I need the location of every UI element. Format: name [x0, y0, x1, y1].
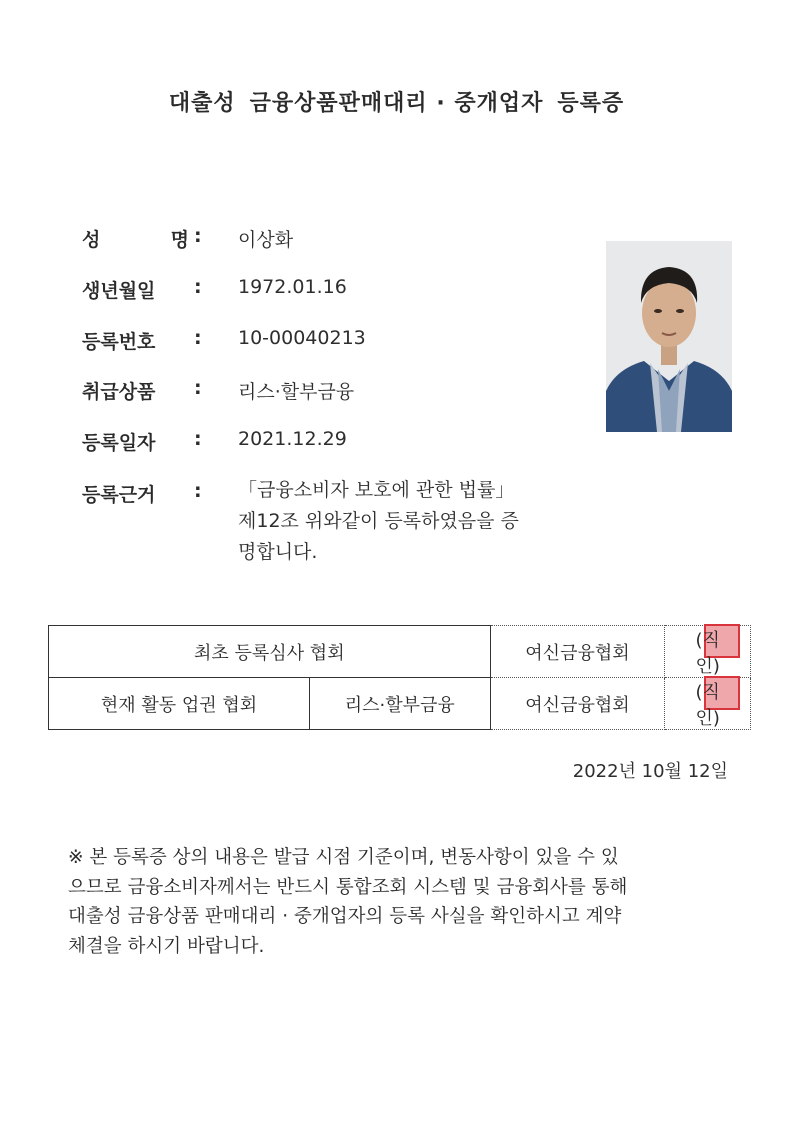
- field-birth-label: [82, 276, 194, 303]
- basis-label: 등록근거: [82, 484, 156, 506]
- field-product-value: 리스·할부금융: [238, 381, 355, 403]
- field-name-value: 이상화: [238, 229, 294, 251]
- colon: :: [194, 276, 202, 298]
- id-photo: [606, 241, 732, 432]
- field-reg-date-label: [82, 428, 194, 455]
- field-reg-no-label: [82, 327, 194, 354]
- colon: :: [194, 327, 202, 349]
- current-sector-label: 현재 활동 업권 협회: [49, 678, 310, 730]
- first-review-label: 최초 등록심사 협회: [49, 626, 491, 678]
- field-birth-value: 1972.01.16: [238, 276, 347, 298]
- table-row: [49, 678, 751, 730]
- field-product-label: [82, 377, 194, 404]
- reg-no-label: 등록번호: [82, 331, 156, 353]
- field-reg-no: [82, 327, 366, 354]
- field-basis: [82, 480, 578, 568]
- title-part3: 등록증: [557, 91, 625, 116]
- association-table: [48, 625, 751, 730]
- seal-text: (직인): [695, 630, 720, 677]
- field-name: [82, 225, 293, 252]
- official-seal: [686, 626, 730, 677]
- field-product: [82, 377, 354, 404]
- current-association: 여신금융협회: [490, 678, 665, 730]
- birth-label: 생년월일: [82, 280, 156, 302]
- basis-line1: 「금융소비자 보호에 관한 법률」: [238, 479, 515, 501]
- notice-line: 체결을 하시기 바랍니다.: [68, 935, 265, 957]
- field-reg-date: [82, 428, 347, 455]
- field-basis-value: [238, 475, 578, 568]
- official-seal: [686, 678, 730, 729]
- issue-date: 2022년 10월 12일: [572, 761, 728, 782]
- title-part1: 대출성: [168, 91, 236, 116]
- notice-text: [68, 843, 728, 961]
- notice-line: 대출성 금융상품 판매대리 · 중개업자의 등록 사실을 확인하시고 계약: [68, 906, 622, 927]
- basis-line2: 제12조 위와같이 등록하였음을 증: [238, 510, 519, 532]
- first-review-association: 여신금융협회: [490, 626, 665, 678]
- colon: :: [194, 480, 202, 502]
- field-reg-date-value: 2021.12.29: [238, 428, 347, 450]
- name-label-b: 명: [170, 229, 194, 251]
- field-name-label: [82, 225, 194, 252]
- field-birth: [82, 276, 347, 303]
- table-row: [49, 626, 751, 678]
- field-reg-no-value: 10-00040213: [238, 327, 366, 349]
- field-basis-label: [82, 480, 194, 568]
- seal-cell: [665, 626, 751, 678]
- product-label: 취급상품: [82, 381, 156, 403]
- notice-line: ※ 본 등록증 상의 내용은 발급 시점 기준이며, 변동사항이 있을 수 있: [68, 847, 619, 868]
- colon: :: [194, 428, 202, 450]
- id-photo-image: [606, 241, 732, 432]
- title-part2: 금융상품판매대리 · 중개업자: [249, 91, 544, 116]
- basis-line3: 명합니다.: [238, 541, 318, 563]
- name-label-a: 성: [82, 229, 106, 251]
- notice-line: 으므로 금융소비자께서는 반드시 통합조회 시스템 및 금융회사를 통해: [68, 876, 628, 898]
- colon: :: [194, 225, 202, 247]
- colon: :: [194, 377, 202, 399]
- reg-date-label: 등록일자: [82, 432, 156, 454]
- seal-cell: [665, 678, 751, 730]
- document-title: [0, 86, 793, 117]
- current-sector-value: 리스·할부금융: [309, 678, 490, 730]
- seal-text: (직인): [695, 682, 720, 729]
